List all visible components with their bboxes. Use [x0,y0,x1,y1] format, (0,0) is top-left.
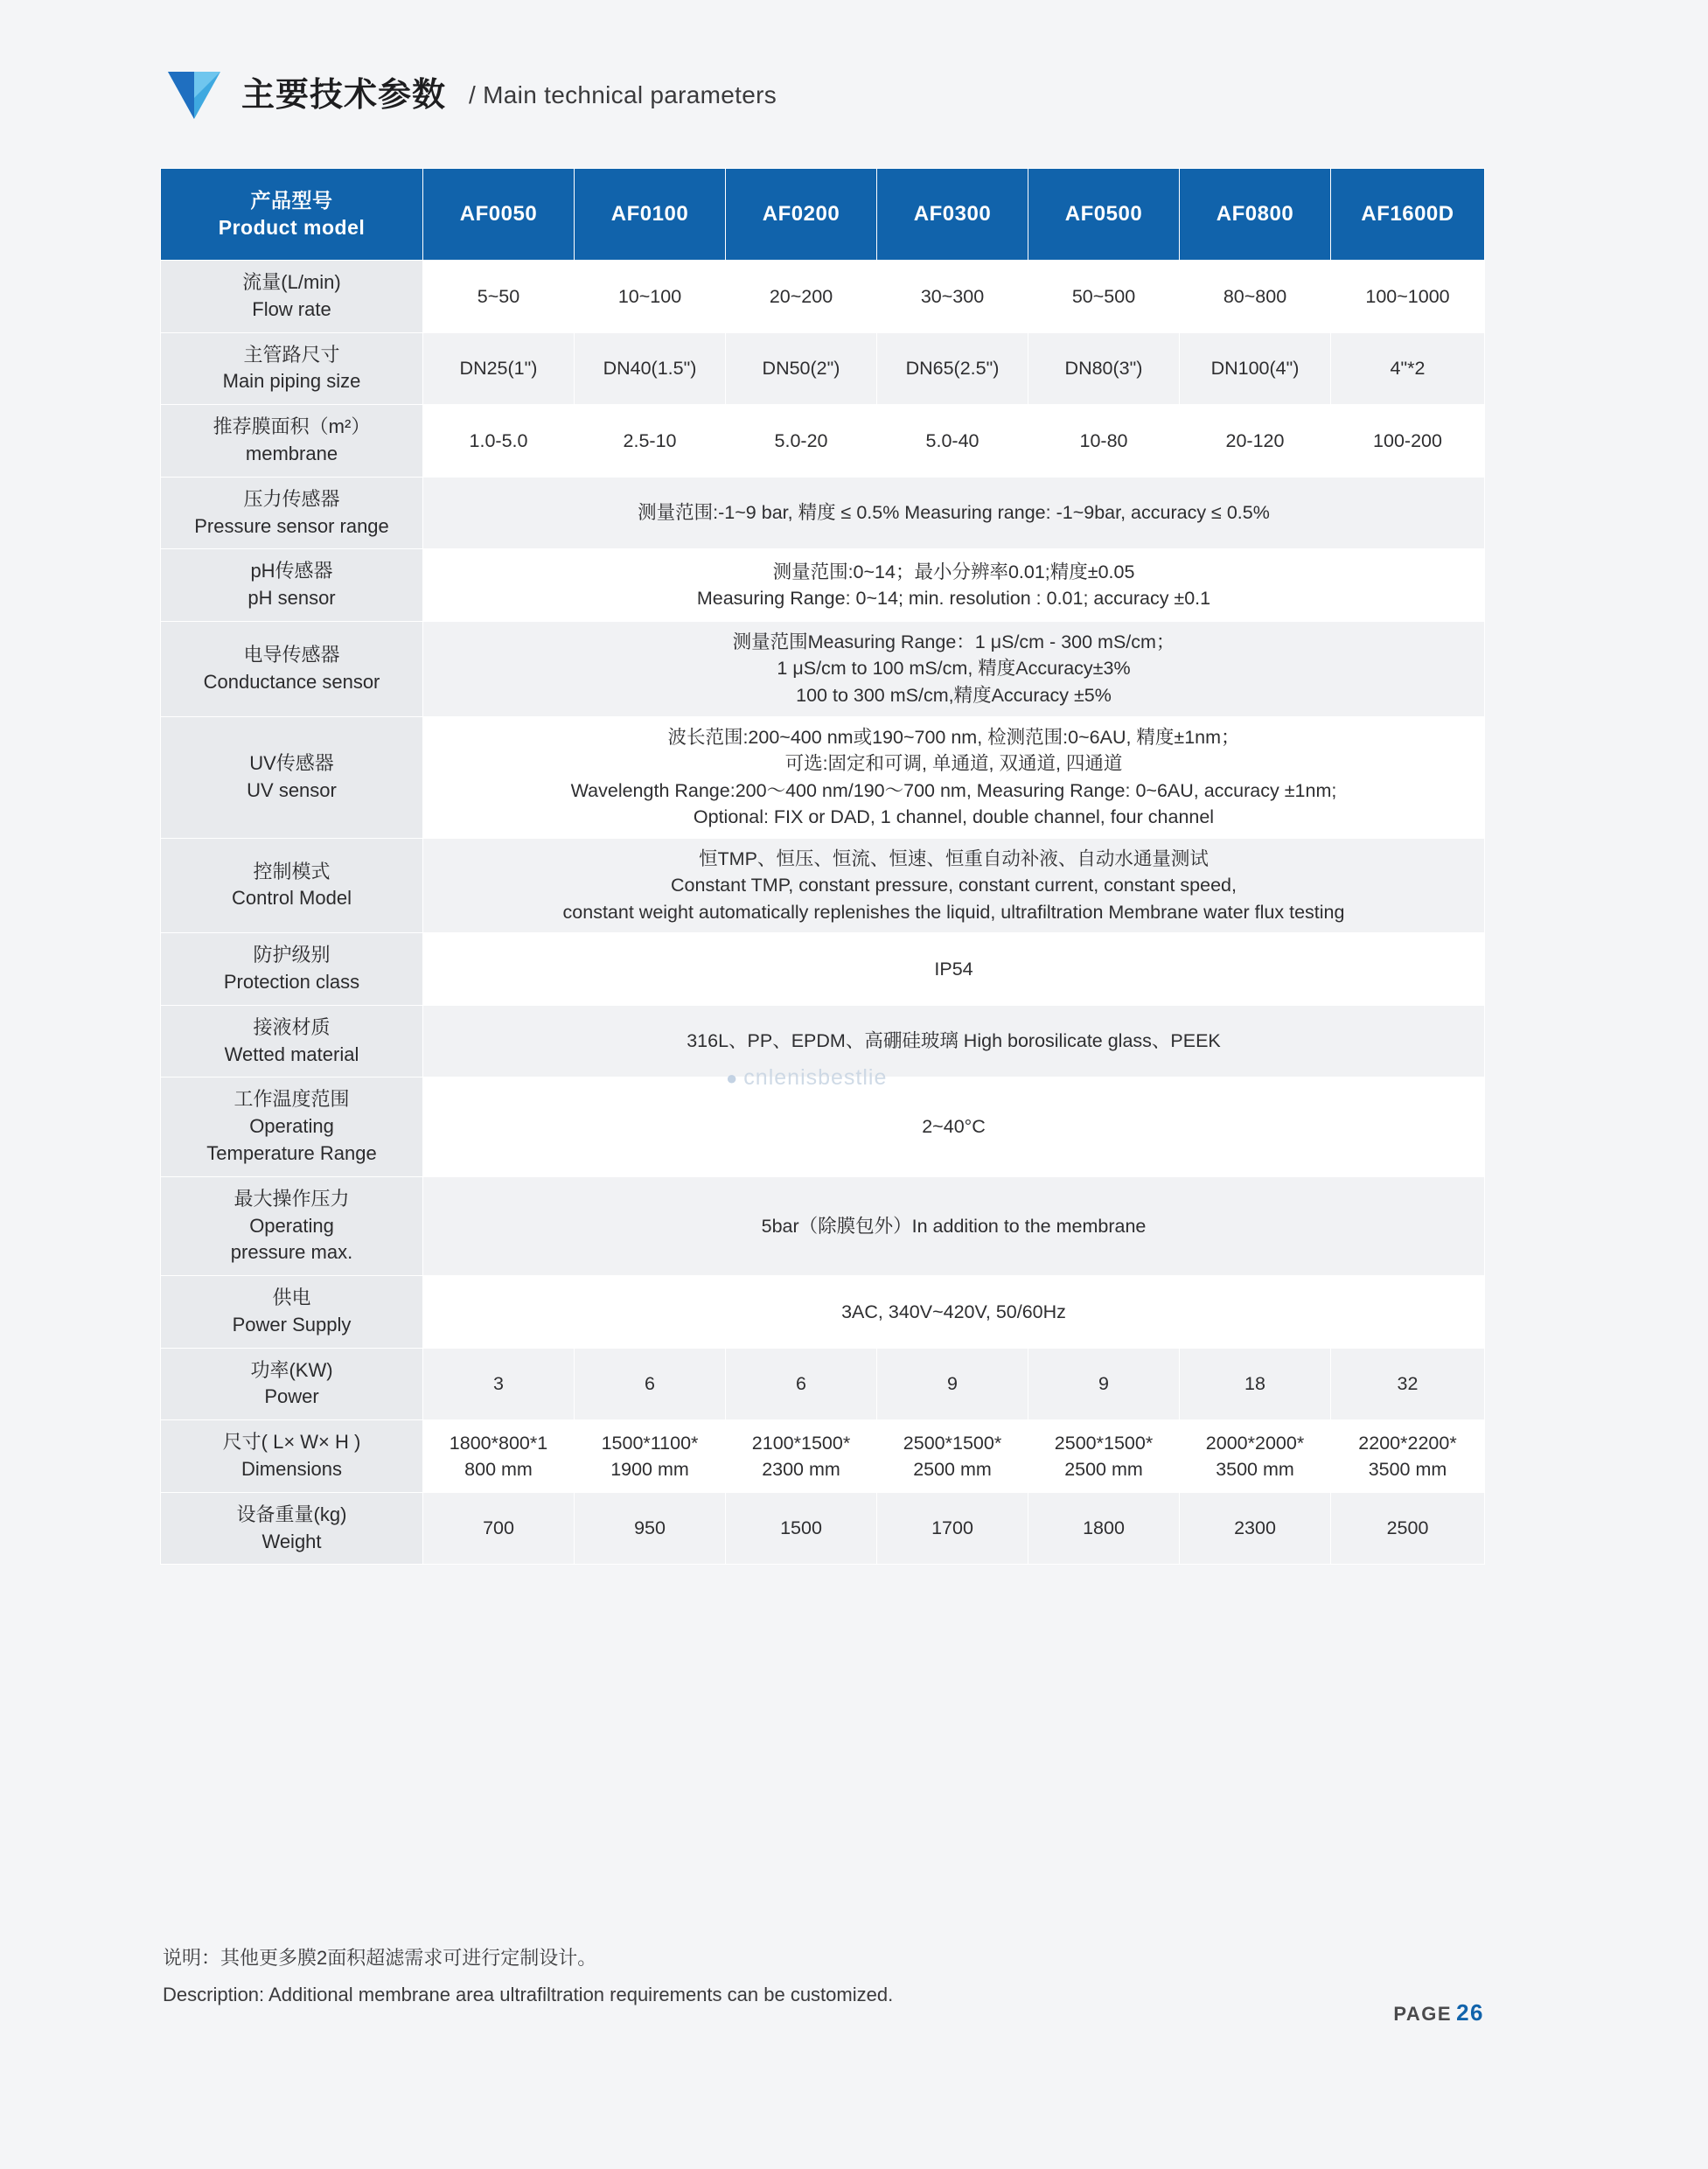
table-cell-merged: 316L、PP、EPDM、高硼硅玻璃 High borosilicate glass、PEEK [423,1005,1485,1078]
row-label-en: Dimensions [241,1458,342,1481]
watermark-icon: ●​ [726,1066,739,1089]
row-label [161,1276,423,1349]
row-label [161,1492,423,1565]
table-cell: 100~1000 [1331,261,1485,333]
table-row [161,838,1485,933]
table-cell: 1800 [1028,1492,1180,1565]
table-cell: 20~200 [726,261,877,333]
header-cell-model-5: AF0800 [1180,169,1331,261]
table-cell: DN25(1") [423,332,575,405]
row-label-en: Flow rate [252,297,331,320]
table-cell: 1700 [877,1492,1028,1565]
page-title: 主要技术参数 [241,77,447,114]
table-cell: 80~800 [1180,261,1331,333]
row-label [161,477,423,549]
table-cell-merged: 恒TMP、恒压、恒流、恒速、恒重自动补液、自动水通量测试 Constant TMP, constant pressure, constant current, constant speed, constant weight automatically replenishes the liquid, ultrafiltration Membrane water flux testing [423,838,1485,933]
table-cell: DN40(1.5") [575,332,726,405]
page-header [166,68,777,122]
row-label [161,1005,423,1078]
table-cell: 2500 [1331,1492,1485,1565]
header-cell-model [161,169,423,261]
row-label-cn: pH传感器 [250,560,333,582]
row-label-cn: 防护级别 [253,944,331,966]
table-row [161,405,1485,478]
row-label [161,549,423,622]
table-cell: 18 [1180,1348,1331,1420]
header-cell-model-3: AF0300 [877,169,1028,261]
row-label-en: Operating pressure max. [230,1214,353,1264]
table-cell: 5.0-40 [877,405,1028,478]
table-cell-merged: 5bar（除膜包外）In addition to the membrane [423,1176,1485,1275]
row-label-en: Pressure sensor range [194,514,389,537]
table-cell: 1500 [726,1492,877,1565]
row-label [161,332,423,405]
table-cell: 2500*1500* 2500 mm [877,1420,1028,1493]
footer-notes [163,1943,1474,2010]
row-label-cn: 压力传感器 [243,487,340,510]
table-cell-merged: 3AC, 340V~420V, 50/60Hz [423,1276,1485,1349]
row-label [161,838,423,933]
table-cell-merged: 波长范围:200~400 nm或190~700 nm, 检测范围:0~6AU, 精度±1nm； 可选:固定和可调, 单通道, 双通道, 四通道 Wavelength Range:200～400 nm/190～700 nm, Measuring Range: 0~6AU, accuracy ±1nm; Optional: FIX or DAD, 1 channel, double channel, four channel [423,716,1485,838]
spec-table [160,168,1485,1565]
row-label-cn: 尺寸( L× W× H ) [222,1431,361,1454]
table-cell: 2200*2200* 3500 mm [1331,1420,1485,1493]
table-row [161,1492,1485,1565]
row-label-cn: 推荐膜面积（m²） [213,415,371,438]
page-number-value: 26 [1456,1999,1484,2026]
note-cn: 说明：其他更多膜2面积超滤需求可进行定制设计。 [163,1947,597,1969]
table-cell: 2100*1500* 2300 mm [726,1420,877,1493]
row-label [161,933,423,1006]
table-cell-merged: IP54 [423,933,1485,1006]
table-cell-merged: 测量范围:0~14；最小分辨率0.01;精度±0.05 Measuring Range: 0~14; min. resolution : 0.01; accuracy ±0.1 [423,549,1485,622]
table-cell: 9 [877,1348,1028,1420]
table-cell: 2300 [1180,1492,1331,1565]
model-label-cn: 产品型号 [250,188,333,212]
row-label-en: Weight [261,1530,322,1552]
table-cell: 2500*1500* 2500 mm [1028,1420,1180,1493]
table-row [161,716,1485,838]
header-cell-model-6: AF1600D [1331,169,1485,261]
table-cell: 32 [1331,1348,1485,1420]
table-cell: 700 [423,1492,575,1565]
table-cell: 5.0-20 [726,405,877,478]
row-label-cn: UV传感器 [249,751,334,774]
table-row [161,477,1485,549]
table-cell: 1500*1100* 1900 mm [575,1420,726,1493]
table-row [161,1348,1485,1420]
table-row [161,549,1485,622]
table-cell: 50~500 [1028,261,1180,333]
table-row [161,1276,1485,1349]
row-label-en: pH sensor [247,587,336,610]
table-cell: 100-200 [1331,405,1485,478]
table-row [161,933,1485,1006]
page-subtitle: / Main technical parameters [469,81,777,108]
note-en: Description: Additional membrane area ultrafiltration requirements can be customized. [163,1984,894,2006]
table-cell: DN80(3") [1028,332,1180,405]
header-cell-model-4: AF0500 [1028,169,1180,261]
row-label-cn: 设备重量(kg) [236,1503,347,1525]
row-label-en: membrane [245,442,338,464]
header-cell-model-2: AF0200 [726,169,877,261]
row-label-en: Wetted material [224,1043,359,1065]
table-cell: 20-120 [1180,405,1331,478]
page-label: PAGE [1393,2003,1453,2025]
table-cell: 6 [726,1348,877,1420]
row-label-cn: 主管路尺寸 [243,343,340,366]
row-label-cn: 工作温度范围 [234,1088,350,1111]
row-label [161,1176,423,1275]
row-label [161,621,423,716]
table-cell: DN100(4") [1180,332,1331,405]
row-label-cn: 最大操作压力 [234,1187,350,1210]
watermark-text: cnlenisbestlie [743,1065,888,1090]
row-label-en: Operating Temperature Range [206,1115,377,1164]
model-label-en: Product model [218,216,366,239]
table-row [161,1176,1485,1275]
table-cell: 30~300 [877,261,1028,333]
table-cell: 2.5-10 [575,405,726,478]
table-cell: DN65(2.5") [877,332,1028,405]
row-label-cn: 接液材质 [253,1015,331,1038]
row-label [161,1078,423,1176]
table-cell: 2000*2000* 3500 mm [1180,1420,1331,1493]
table-cell: DN50(2") [726,332,877,405]
row-label [161,405,423,478]
table-cell-merged: 测量范围Measuring Range：1 μS/cm - 300 mS/cm； 1 μS/cm to 100 mS/cm, 精度Accuracy±3% 100 to 300 mS/cm,精度Accuracy ±5% [423,621,1485,716]
table-cell: 1.0-5.0 [423,405,575,478]
page-number [1393,1999,1484,2026]
row-label [161,261,423,333]
table-cell: 5~50 [423,261,575,333]
row-label [161,716,423,838]
row-label-en: Power [264,1385,319,1408]
table-row [161,261,1485,333]
table-cell: 950 [575,1492,726,1565]
table-cell: 10~100 [575,261,726,333]
table-cell: 4"*2 [1331,332,1485,405]
row-label [161,1420,423,1493]
table-header-row [161,169,1485,261]
spec-table-body [161,261,1485,1565]
table-cell: 9 [1028,1348,1180,1420]
table-cell: 1800*800*1 800 mm [423,1420,575,1493]
row-label-en: Power Supply [232,1313,352,1336]
table-row [161,1078,1485,1176]
spec-table-wrapper [160,168,1484,1565]
header-cell-model-1: AF0100 [575,169,726,261]
row-label-cn: 供电 [272,1287,311,1309]
table-row [161,332,1485,405]
triangle-logo-icon [166,68,222,122]
row-label-cn: 电导传感器 [243,643,340,666]
table-row [161,1420,1485,1493]
table-cell: 10-80 [1028,405,1180,478]
row-label-cn: 流量(L/min) [242,271,341,293]
row-label-en: Main piping size [222,370,361,393]
row-label-cn: 控制模式 [253,860,331,882]
table-cell-merged: 2~40°C [423,1078,1485,1176]
table-row [161,621,1485,716]
table-cell: 6 [575,1348,726,1420]
row-label-en: UV sensor [247,778,337,801]
row-label-en: Conductance sensor [203,670,380,693]
row-label-en: Control Model [232,887,352,910]
row-label [161,1348,423,1420]
table-cell-merged: 测量范围:-1~9 bar, 精度 ≤ 0.5% Measuring range: -1~9bar, accuracy ≤ 0.5% [423,477,1485,549]
table-cell: 3 [423,1348,575,1420]
header-cell-model-0: AF0050 [423,169,575,261]
row-label-cn: 功率(KW) [250,1358,333,1381]
row-label-en: Protection class [223,970,360,993]
table-row [161,1005,1485,1078]
